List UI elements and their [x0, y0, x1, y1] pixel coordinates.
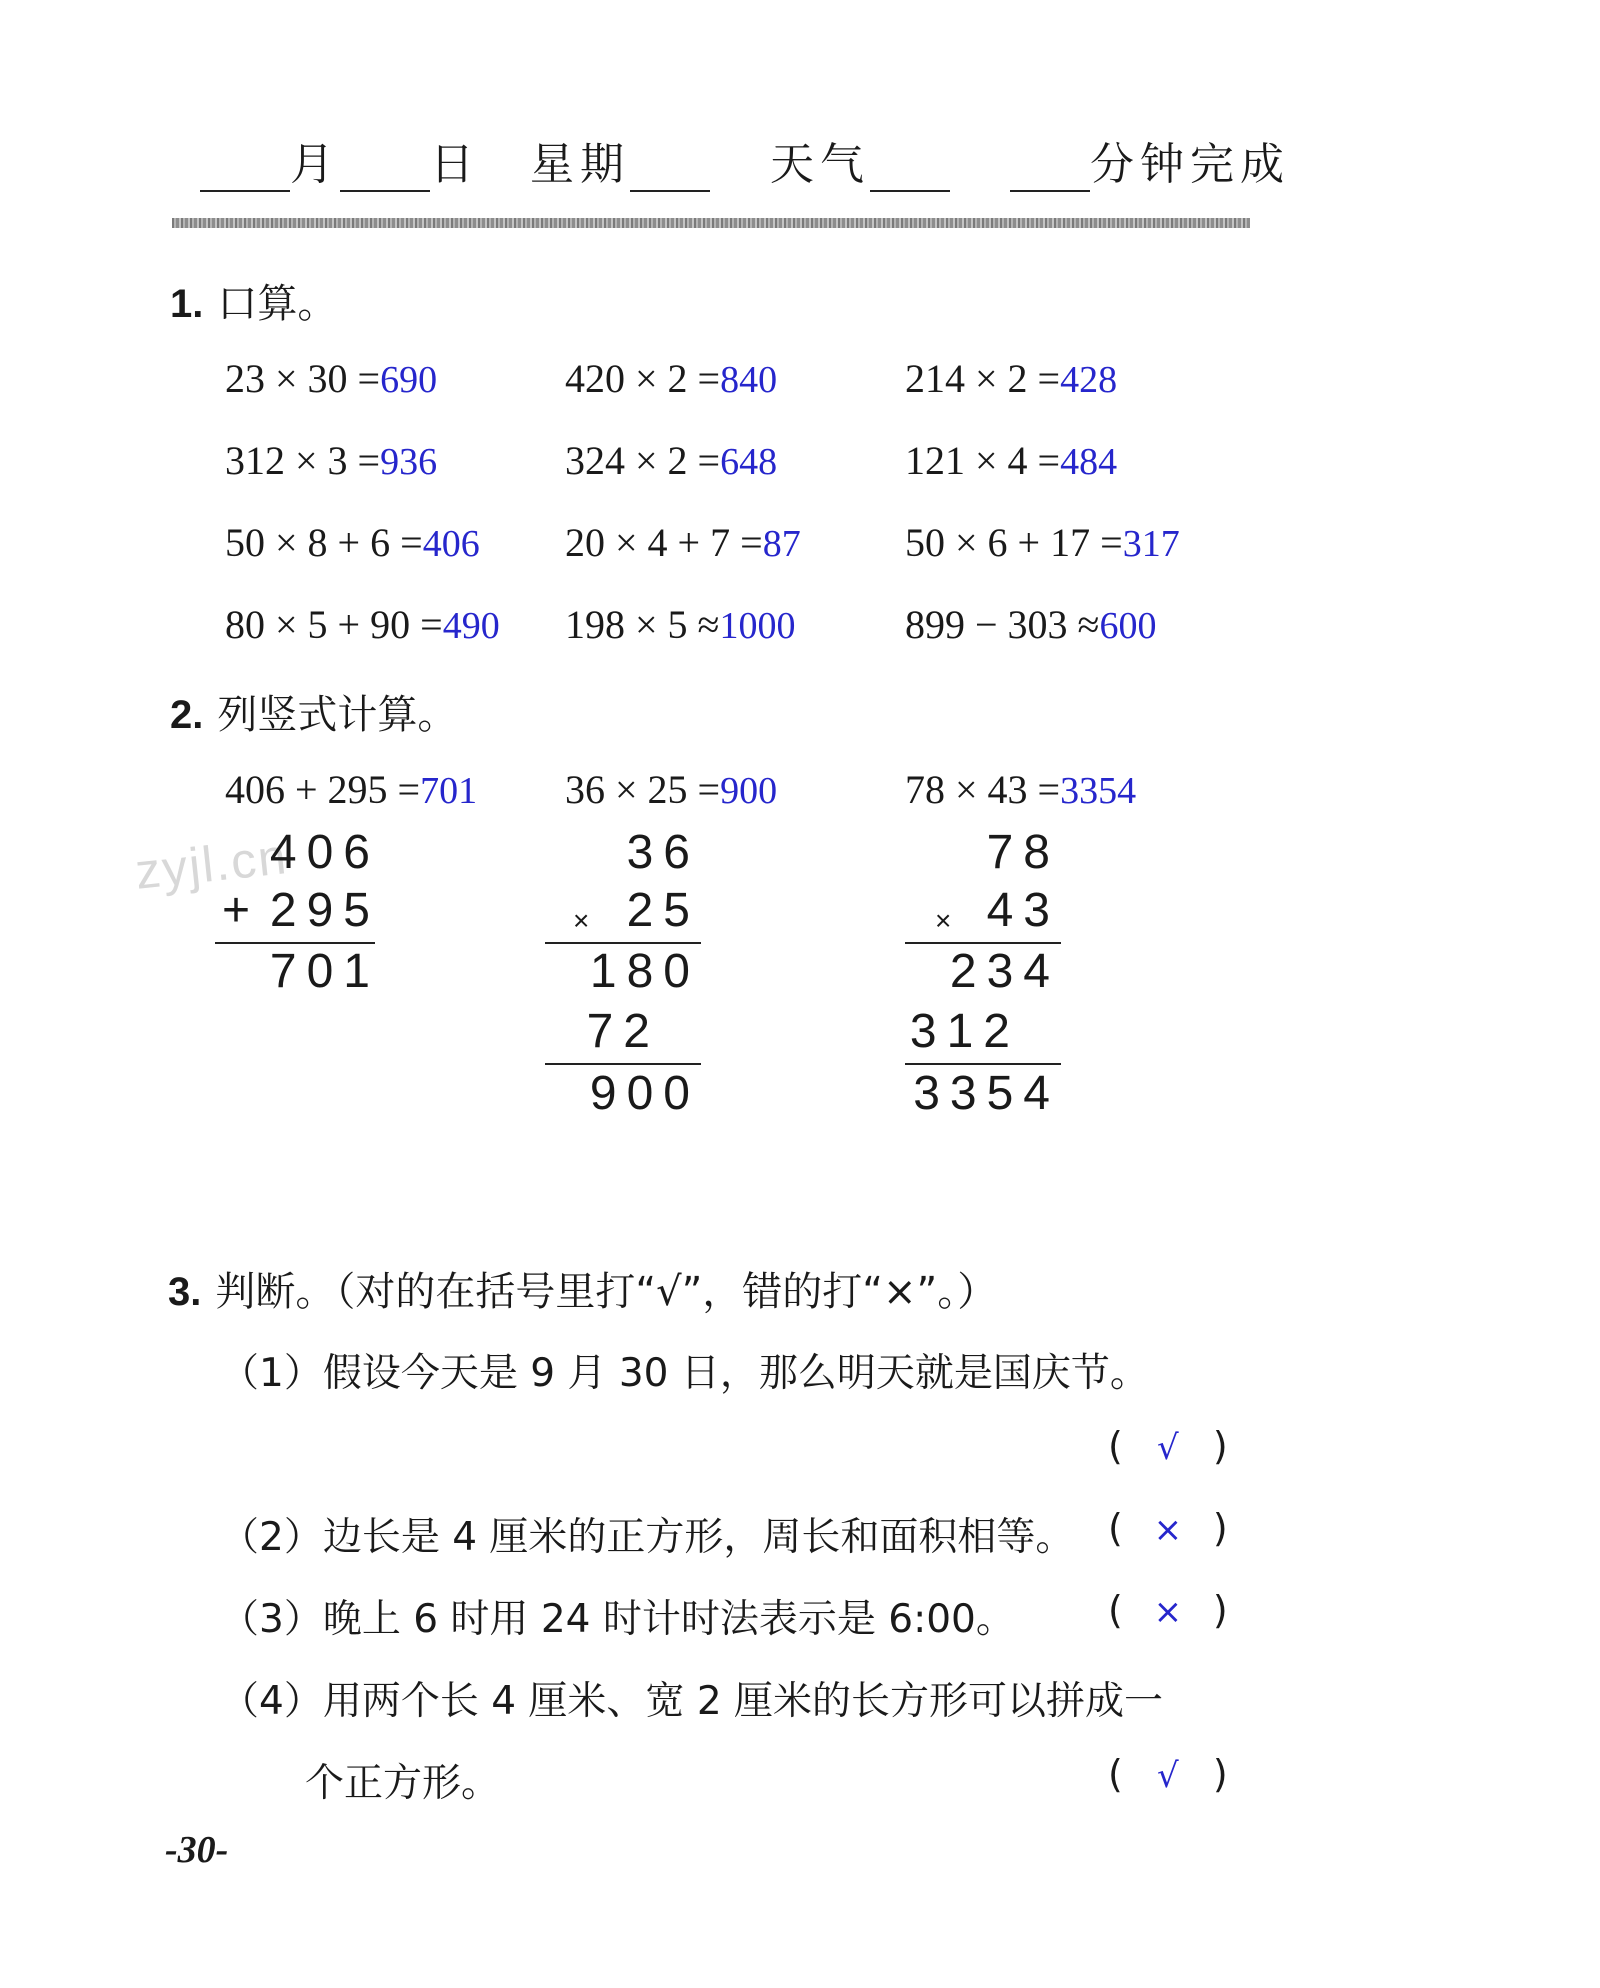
oral-a-4-3: 600 [1099, 605, 1157, 647]
vertical-q-2: 36 × 25 =900 [565, 767, 778, 812]
day-blank[interactable] [340, 150, 430, 192]
oral-a-4-2: 1000 [719, 605, 796, 647]
oral-a-3-1: 406 [422, 523, 480, 565]
oral-a-1-3: 428 [1060, 359, 1118, 401]
v1-result: 701 [269, 945, 380, 998]
section-1-title: 1. 口算。 [170, 281, 338, 327]
oral-a-2-1: 936 [380, 441, 438, 483]
v3-result: 3354 [913, 1067, 1060, 1120]
oral-q-4-1: 80 × 5 + 90 =490 [225, 602, 500, 647]
v3-bottom: 43 [986, 884, 1060, 937]
v1-op: + [222, 884, 261, 937]
vertical-q-1: 406 + 295 =701 [225, 767, 478, 812]
v1-top: 406 [269, 826, 380, 879]
oral-q-3-2: 20 × 4 + 7 =87 [565, 520, 801, 565]
v3-partial-1: 234 [949, 945, 1060, 998]
page-number: -30- [165, 1829, 229, 1871]
weather-label: 天气 [770, 139, 870, 190]
vertical-a-1: 701 [420, 770, 478, 812]
cross-mark: × [1153, 1510, 1183, 1550]
section-3-title: 3. 判断。（对的在括号里打“√”，错的打“×”。） [168, 1269, 998, 1315]
check-mark: √ [1156, 1428, 1179, 1468]
judge-item-4-cont: 个正方形。 [305, 1761, 501, 1806]
oral-q-3-3: 50 × 6 + 17 =317 [905, 520, 1180, 565]
oral-q-3-1: 50 × 8 + 6 =406 [225, 520, 480, 565]
oral-a-1-1: 690 [380, 359, 438, 401]
oral-a-3-3: 317 [1122, 523, 1180, 565]
v2-partial-2: 72 [586, 1005, 660, 1058]
v2-partial-1: 180 [589, 945, 700, 998]
day-label: 日 [430, 139, 480, 190]
judge-answer-1[interactable]: ( √ ) [1108, 1424, 1228, 1468]
judge-answer-2[interactable]: ( × ) [1108, 1506, 1228, 1550]
vertical-a-3: 3354 [1060, 770, 1137, 812]
check-mark: √ [1156, 1756, 1179, 1796]
judge-item-3: （3）晚上 6 时用 24 时计时法表示是 6:00。 [220, 1597, 1015, 1642]
oral-a-4-1: 490 [442, 605, 500, 647]
month-blank[interactable] [200, 150, 290, 192]
oral-a-2-3: 484 [1060, 441, 1118, 483]
minutes-blank[interactable] [1010, 150, 1090, 192]
judge-item-2: （2）边长是 4 厘米的正方形，周长和面积相等。 [220, 1515, 1075, 1560]
v3-rule-2 [905, 1063, 1061, 1065]
judge-item-1: （1）假设今天是 9 月 30 日，那么明天就是国庆节。 [220, 1351, 1149, 1396]
weather-blank[interactable] [870, 150, 950, 192]
weekday-label: 星期 [530, 139, 630, 190]
judge-item-4: （4）用两个长 4 厘米、宽 2 厘米的长方形可以拼成一 [220, 1679, 1164, 1724]
oral-a-1-2: 840 [720, 359, 778, 401]
v3-partial-2: 312 [909, 1005, 1020, 1058]
v2-top: 36 [626, 826, 700, 879]
v1-bottom: 295 [269, 884, 380, 937]
header-fields [200, 128, 1290, 192]
section-2-title: 2. 列竖式计算。 [170, 692, 458, 738]
v2-bottom: 25 [626, 884, 700, 937]
oral-a-3-2: 87 [762, 523, 801, 565]
v2-result: 900 [589, 1067, 700, 1120]
oral-q-2-3: 121 × 4 =484 [905, 438, 1118, 483]
month-label: 月 [290, 139, 340, 190]
oral-q-1-1: 23 × 30 =690 [225, 356, 438, 401]
header-divider [172, 218, 1250, 228]
oral-a-2-2: 648 [720, 441, 778, 483]
judge-answer-3[interactable]: ( × ) [1108, 1588, 1228, 1632]
oral-q-2-1: 312 × 3 =936 [225, 438, 438, 483]
cross-mark: × [1153, 1592, 1183, 1632]
oral-q-4-2: 198 × 5 ≈1000 [565, 602, 796, 647]
vertical-q-3: 78 × 43 =3354 [905, 767, 1137, 812]
vertical-a-2: 900 [720, 770, 778, 812]
v3-op: × [935, 905, 962, 936]
v3-top: 78 [986, 826, 1060, 879]
weekday-blank[interactable] [630, 150, 710, 192]
watermark: zyjl.cn [132, 828, 291, 900]
oral-q-4-3: 899 − 303 ≈600 [905, 602, 1157, 647]
v2-op: × [573, 905, 600, 936]
v2-rule-2 [545, 1063, 701, 1065]
judge-answer-4[interactable]: ( √ ) [1108, 1752, 1228, 1796]
oral-q-1-3: 214 × 2 =428 [905, 356, 1118, 401]
oral-q-1-2: 420 × 2 =840 [565, 356, 778, 401]
oral-q-2-2: 324 × 2 =648 [565, 438, 778, 483]
minutes-label: 分钟完成 [1090, 139, 1290, 190]
